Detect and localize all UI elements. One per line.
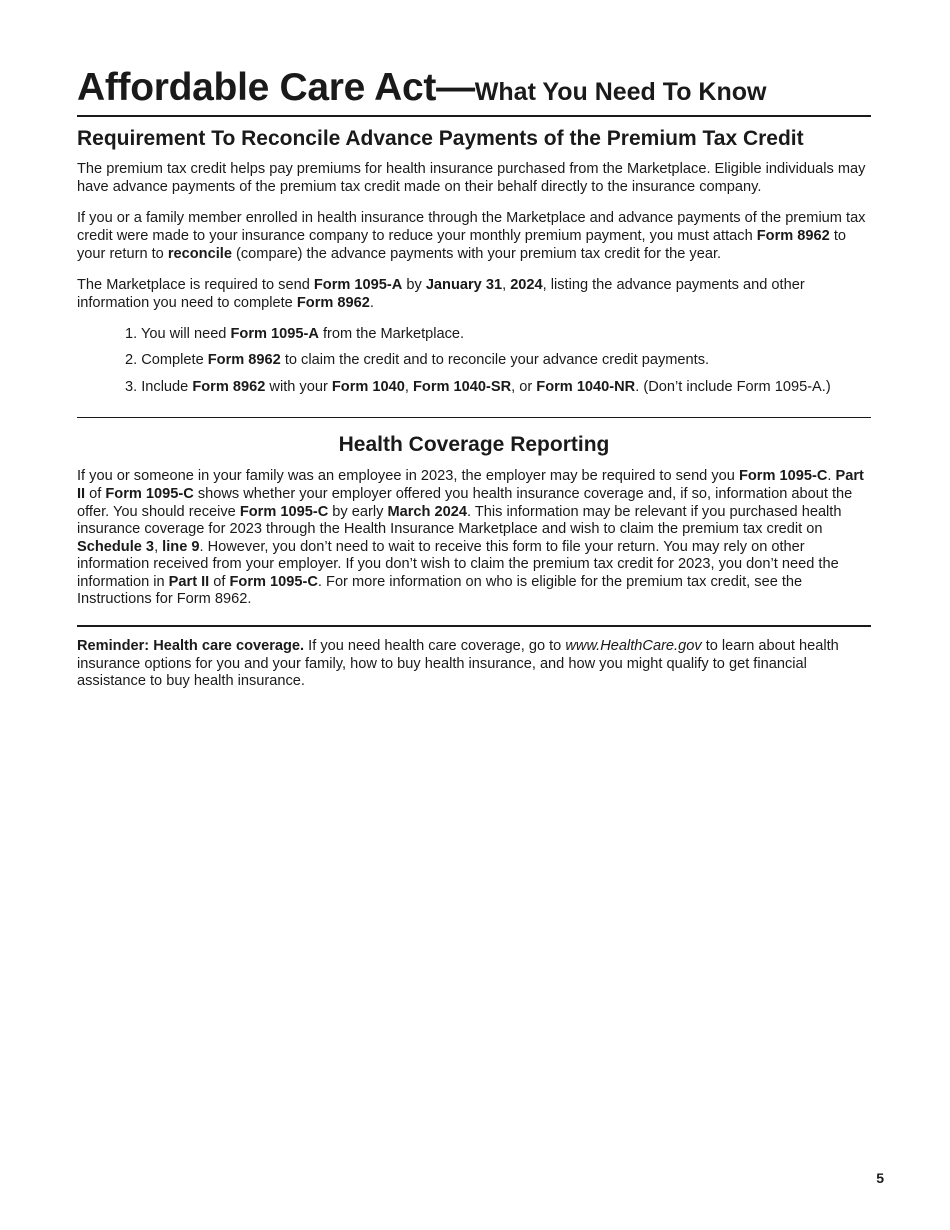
emphasis-term: reconcile: [167, 245, 232, 262]
text: to your return to: [77, 227, 846, 262]
text: ,: [502, 277, 511, 294]
form-reference: Form 1040-SR: [413, 378, 512, 395]
text: with your: [265, 378, 332, 395]
reconcile-heading: Requirement To Reconcile Advance Payments of the Premium Tax Credit: [77, 127, 804, 150]
coverage-reporting-paragraph: [77, 468, 871, 609]
form-reference: Form 8962: [756, 227, 830, 244]
text: ,: [154, 538, 163, 555]
text: to claim the credit and to reconcile your advance credit payments.: [280, 352, 710, 369]
coverage-heading: Health Coverage Reporting: [338, 433, 610, 457]
form-reference: Form 8962: [192, 378, 266, 395]
healthcare-gov-link[interactable]: www.HealthCare.gov: [565, 638, 702, 655]
text: If you need health care coverage, go to: [304, 638, 566, 655]
reminder-label: Reminder: Health care coverage.: [77, 638, 305, 655]
list-item: [125, 379, 871, 397]
text: by early: [328, 503, 388, 520]
text: 2. Complete: [125, 352, 208, 369]
deadline-date: January 31: [425, 277, 503, 294]
deadline-date: March 2024: [387, 503, 467, 520]
reminder-paragraph: [77, 638, 871, 691]
text: from the Marketplace.: [318, 326, 465, 343]
text: . (Don’t include Form 1095-A.): [635, 378, 831, 395]
marketplace-form-paragraph: [77, 277, 871, 312]
list-item: [125, 352, 871, 370]
text: .: [369, 294, 374, 311]
text: . For more information on who is eligible for the premium tax credit, see the Instructions for Form 8962.: [77, 573, 803, 608]
document-page: [77, 68, 871, 705]
steps-list: [77, 326, 871, 396]
page-number: 5: [876, 1170, 884, 1186]
text: If you or someone in your family was an employee in 2023, the employer may be required to send you: [77, 468, 739, 485]
text: to learn about health insurance options for you and your family, how to buy health insurance, and how you might qualify to get financial assistance to buy health insurance.: [77, 638, 839, 690]
premium-credit-intro-paragraph: The premium tax credit helps pay premiums for health insurance purchased from the Marketplace. Eligible individuals may have advance payments of the premium tax credit made on their behalf directly to the insurance company.: [77, 161, 866, 195]
section-divider-thick: [77, 625, 871, 627]
form-reference: Form 1095-C: [239, 503, 329, 520]
line-reference: line 9: [162, 538, 200, 555]
text: , listing the advance payments and other information you need to complete: [77, 277, 805, 311]
text: shows whether your employer offered you health insurance coverage and, if so, information about the offer. You should receive: [77, 485, 853, 520]
text: . However, you don’t need to wait to receive this form to file your return. You may rely on other information received from your employer. If you don’t wish to claim the premium tax credit for 2023, you don’t need the information in: [77, 538, 839, 590]
text: .: [827, 468, 836, 485]
text: (compare) the advance payments with your premium tax credit for the year.: [231, 245, 722, 262]
form-reference: Form 1095-C: [738, 468, 828, 485]
form-part-reference: Part II: [77, 468, 864, 502]
text: , or: [511, 378, 537, 395]
text: of: [85, 485, 106, 502]
form-reference: Form 1095-A: [230, 326, 319, 343]
form-reference: Form 1040: [331, 378, 405, 395]
reconcile-requirement-paragraph: [77, 210, 871, 263]
page-title: [77, 68, 871, 117]
text: 1. You will need: [125, 326, 231, 343]
page-title-subtitle: What You Need To Know: [474, 78, 767, 106]
text: If you or a family member enrolled in health insurance through the Marketplace and advance payments of the premium tax credit were made to your insurance company to reduce your monthly premium payment, you must attach: [77, 210, 866, 244]
text: ,: [404, 378, 413, 395]
form-reference: Form 8962: [207, 352, 281, 369]
form-reference: Form 1095-C: [229, 573, 318, 590]
deadline-year: 2024: [510, 277, 543, 294]
form-part-reference: Part II: [168, 573, 210, 590]
form-reference: Form 1095-C: [105, 485, 194, 502]
section-divider: [77, 417, 871, 418]
text: of: [209, 573, 230, 590]
text: . This information may be relevant if you purchased health insurance coverage for 2023 through the Health Insurance Marketplace and wish to claim the premium tax credit on: [77, 503, 842, 538]
form-reference: Form 1040-NR: [536, 378, 636, 395]
form-reference: Form 1095-A: [313, 277, 403, 294]
text: The Marketplace is required to send: [77, 277, 314, 294]
form-reference: Form 8962: [296, 294, 370, 311]
list-item: [125, 326, 871, 344]
page-title-main: Affordable Care Act—: [77, 66, 475, 109]
text: by: [402, 277, 426, 294]
schedule-reference: Schedule 3: [77, 538, 155, 555]
text: 3. Include: [125, 378, 193, 395]
